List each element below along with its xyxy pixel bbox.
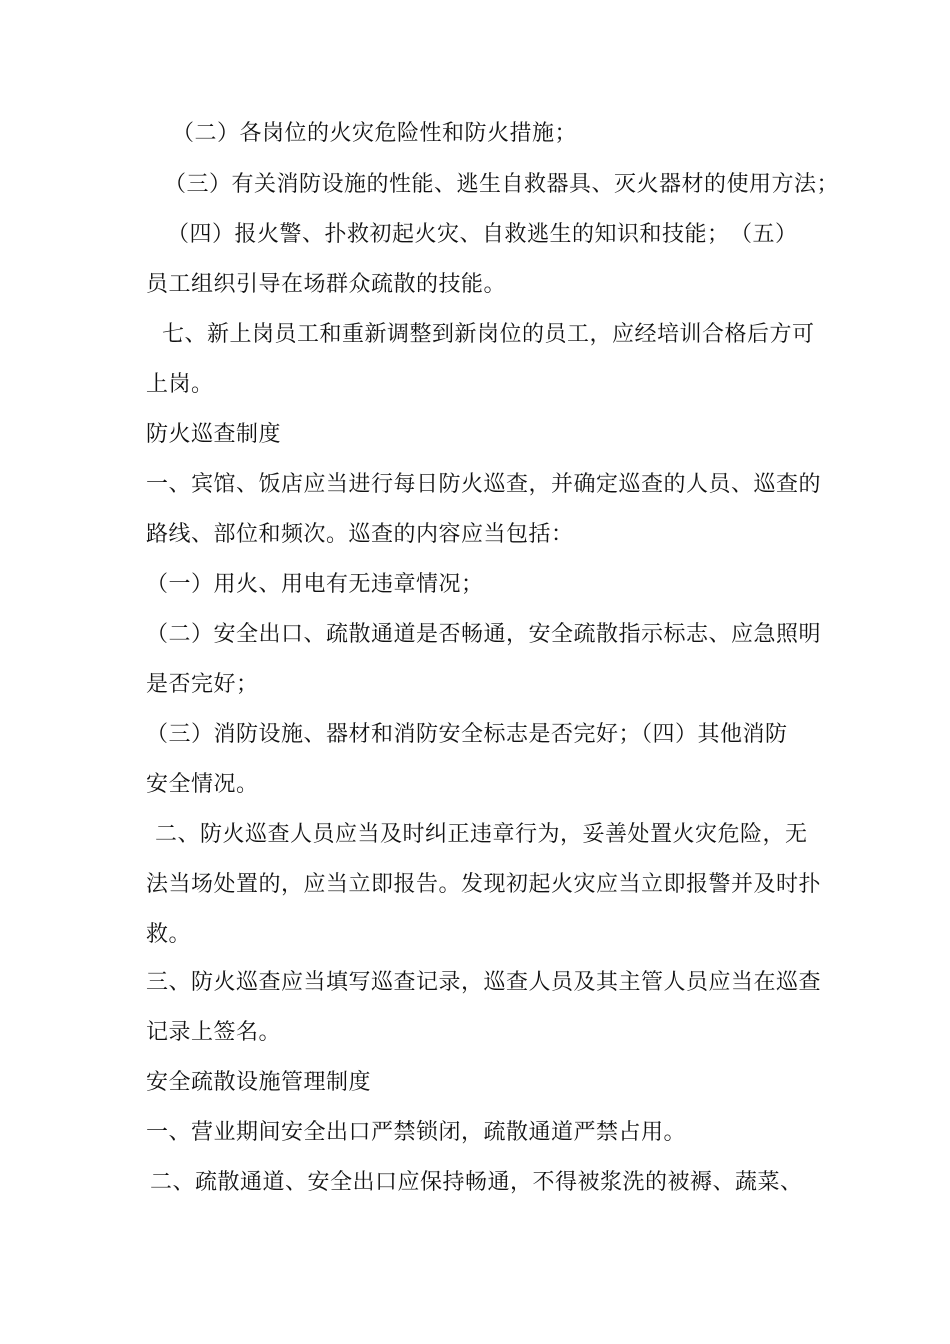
- paragraph-line: （三）有关消防设施的性能、逃生自救器具、灭火器材的使用方法；: [164, 172, 840, 197]
- paragraph-line: （三）消防设施、器材和消防安全标志是否完好；（四）其他消防: [146, 722, 788, 747]
- paragraph-line: （一）用火、用电有无违章情况；: [146, 572, 484, 597]
- section-heading: 防火巡查制度: [146, 422, 282, 447]
- paragraph-line: 三、防火巡查应当填写巡查记录，巡查人员及其主管人员应当在巡查: [146, 970, 822, 995]
- paragraph-line: 安全情况。: [146, 772, 259, 797]
- paragraph-line: 一、宾馆、饭店应当进行每日防火巡查，并确定巡查的人员、巡查的: [146, 472, 822, 497]
- paragraph-line: （二）安全出口、疏散通道是否畅通，安全疏散指示标志、应急照明: [146, 622, 822, 647]
- paragraph-line: 救。: [146, 922, 192, 947]
- paragraph-line: （二）各岗位的火灾危险性和防火措施；: [172, 121, 578, 146]
- paragraph-line: 二、疏散通道、安全出口应保持畅通，不得被浆洗的被褥、蔬菜、: [150, 1170, 803, 1195]
- paragraph-line: 路线、部位和频次。巡查的内容应当包括：: [146, 522, 574, 547]
- paragraph-line: 上岗。: [146, 372, 214, 397]
- section-heading: 安全疏散设施管理制度: [146, 1070, 372, 1095]
- paragraph-line: （四）报火警、扑救初起火灾、自救逃生的知识和技能； （五）: [167, 222, 798, 247]
- paragraph-line: 法当场处置的，应当立即报告。发现初起火灾应当立即报警并及时扑: [146, 872, 822, 897]
- paragraph-line: 七、新上岗员工和重新调整到新岗位的员工，应经培训合格后方可: [162, 322, 815, 347]
- paragraph-line: 一、营业期间安全出口严禁锁闭，疏散通道严禁占用。: [146, 1120, 687, 1145]
- paragraph-line: 是否完好；: [146, 672, 259, 697]
- paragraph-line: 二、防火巡查人员应当及时纠正违章行为，妥善处置火灾危险，无: [155, 822, 808, 847]
- paragraph-line: 员工组织引导在场群众疏散的技能。: [146, 272, 507, 297]
- paragraph-line: 记录上签名。: [146, 1020, 282, 1045]
